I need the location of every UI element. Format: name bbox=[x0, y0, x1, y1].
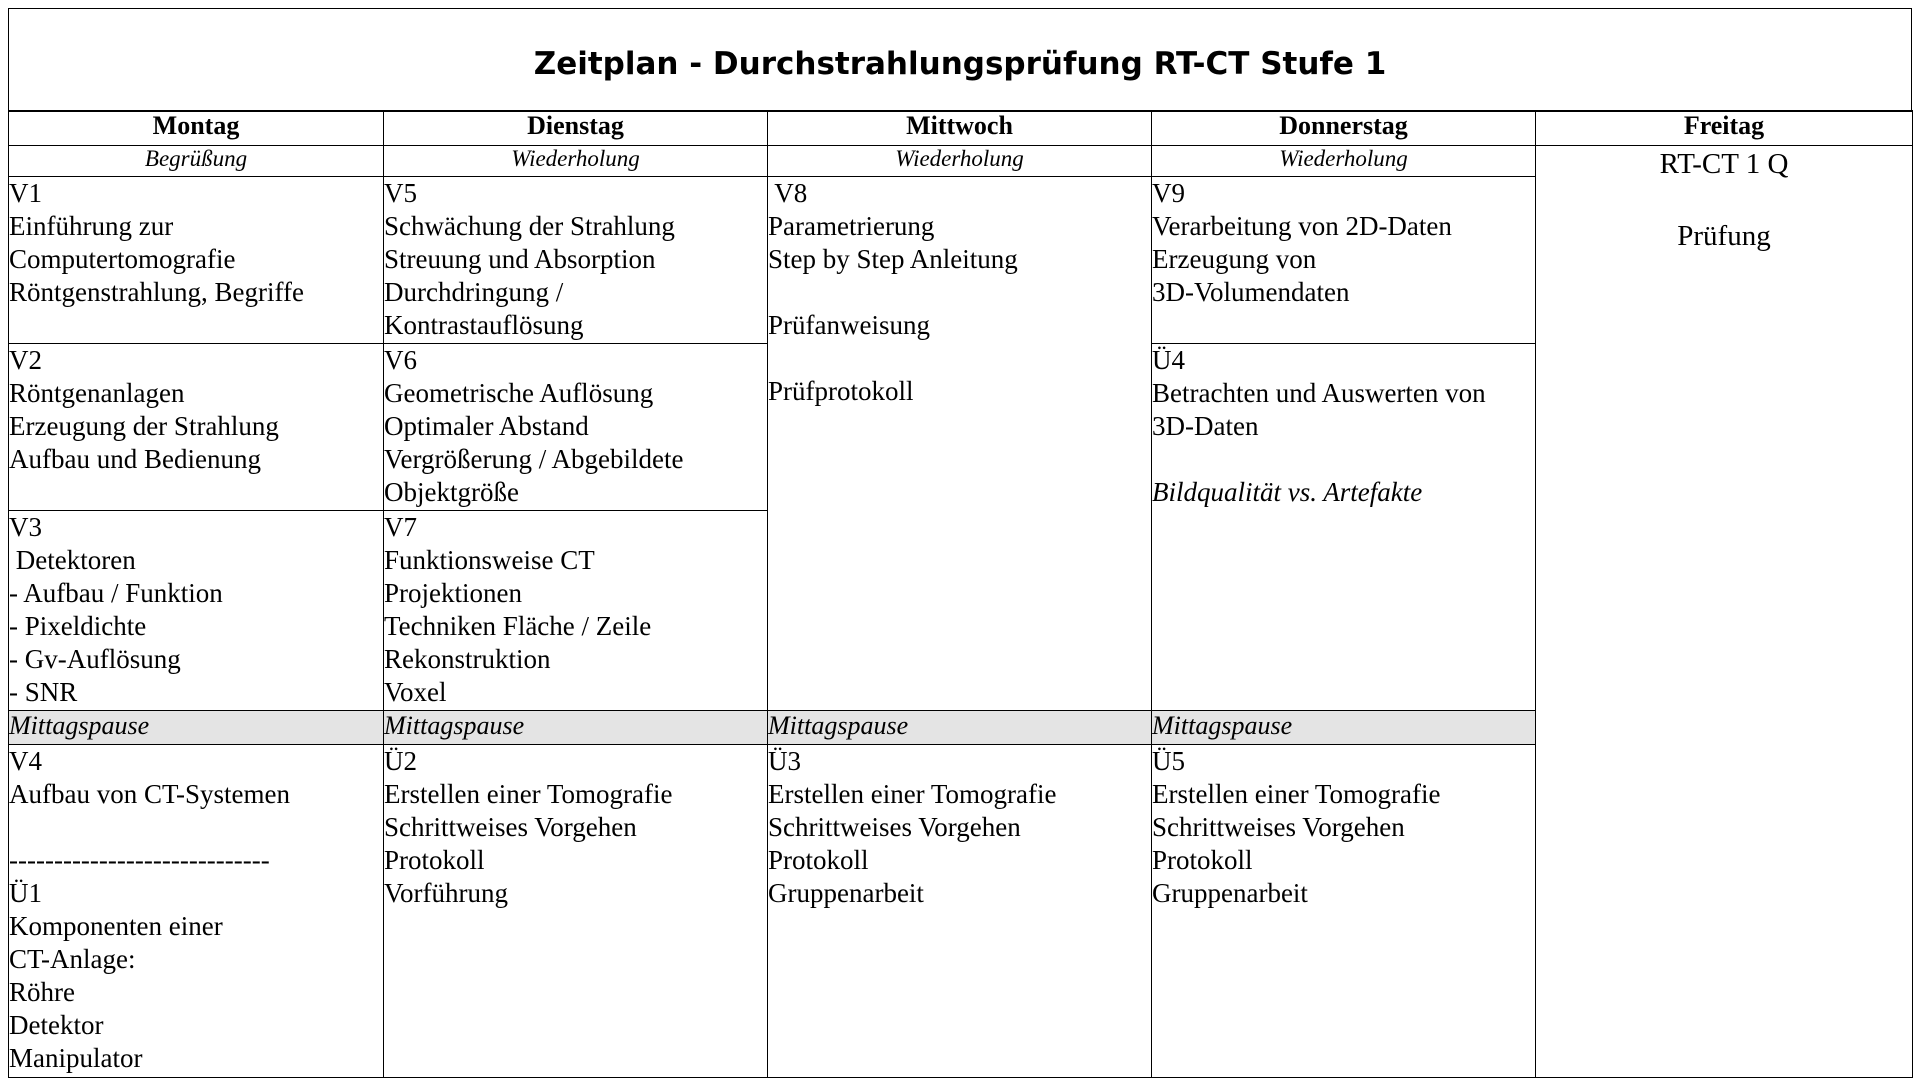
block-u5-line: Erstellen einer Tomografie bbox=[1152, 779, 1441, 809]
block-v8-line: Parametrierung bbox=[768, 211, 935, 241]
block-u4-line: Betrachten und Auswerten von bbox=[1152, 378, 1486, 408]
block-v6-line: Vergrößerung / Abgebildete bbox=[384, 444, 684, 474]
block-v3-line: - Pixeldichte bbox=[9, 611, 147, 641]
block-v8-instruction: Prüfanweisung bbox=[768, 310, 930, 340]
block-v2-line: V2 bbox=[9, 345, 42, 375]
block-v1-line: V1 bbox=[9, 178, 42, 208]
block-v5-line: Streuung und Absorption bbox=[384, 244, 656, 274]
block-u5-line: Ü5 bbox=[1152, 746, 1185, 776]
block-v5-line: Schwächung der Strahlung bbox=[384, 211, 675, 241]
block-u3-line: Schrittweises Vorgehen bbox=[768, 812, 1021, 842]
block-u4 bbox=[1152, 344, 1536, 711]
block-v9-line: 3D-Volumendaten bbox=[1152, 277, 1350, 307]
block-v6 bbox=[384, 344, 768, 511]
day-header-tuesday: Dienstag bbox=[384, 111, 768, 146]
block-v7 bbox=[384, 511, 768, 711]
lunch-tuesday: Mittagspause bbox=[384, 711, 768, 745]
block-u3-line: Ü3 bbox=[768, 746, 801, 776]
schedule-title: Zeitplan - Durchstrahlungsprüfung RT-CT Stufe 1 bbox=[8, 8, 1912, 112]
lunch-wednesday: Mittagspause bbox=[768, 711, 1152, 745]
block-v9-line: Verarbeitung von 2D-Daten bbox=[1152, 211, 1452, 241]
block-v2-line: Erzeugung der Strahlung bbox=[9, 411, 279, 441]
block-v8 bbox=[768, 177, 1152, 711]
day-header-monday: Montag bbox=[9, 111, 384, 146]
block-u1-line: Röhre bbox=[9, 977, 75, 1007]
block-u1-line: Ü1 bbox=[9, 878, 42, 908]
friday-exam-code: RT-CT 1 Q bbox=[1659, 148, 1789, 180]
block-v8-protocol: Prüfprotokoll bbox=[768, 376, 914, 406]
block-u2-line: Schrittweises Vorgehen bbox=[384, 812, 637, 842]
block-u3-line: Erstellen einer Tomografie bbox=[768, 779, 1057, 809]
block-u2-line: Protokoll bbox=[384, 845, 485, 875]
block-v7-line: Voxel bbox=[384, 677, 447, 707]
block-v2-line: Röntgenanlagen bbox=[9, 378, 185, 408]
block-v1-line: Röntgenstrahlung, Begriffe bbox=[9, 277, 304, 307]
schedule-table bbox=[8, 110, 1913, 1078]
block-u3-line: Gruppenarbeit bbox=[768, 878, 924, 908]
block-u4-note: Bildqualität vs. Artefakte bbox=[1152, 477, 1423, 507]
day-header-row bbox=[9, 111, 1913, 146]
friday-exam-cell bbox=[1536, 146, 1913, 1078]
block-v2 bbox=[9, 344, 384, 511]
block-v6-line: Objektgröße bbox=[384, 477, 519, 507]
block-u1-line: Detektor bbox=[9, 1010, 104, 1040]
block-v1 bbox=[9, 177, 384, 344]
block-v6-line: Optimaler Abstand bbox=[384, 411, 589, 441]
block-v5-line: V5 bbox=[384, 178, 417, 208]
block-u2-line: Erstellen einer Tomografie bbox=[384, 779, 673, 809]
block-v6-line: V6 bbox=[384, 345, 417, 375]
block-v8-label: V8 bbox=[768, 178, 808, 208]
block-u2-line: Ü2 bbox=[384, 746, 417, 776]
block-u5-line: Schrittweises Vorgehen bbox=[1152, 812, 1405, 842]
day-header-thursday: Donnerstag bbox=[1152, 111, 1536, 146]
block-u2 bbox=[384, 745, 768, 1078]
block-v1-line: Einführung zur bbox=[9, 211, 174, 241]
block-v3-line: V3 bbox=[9, 512, 42, 542]
block-v3-line: Detektoren bbox=[9, 545, 136, 575]
block-v3 bbox=[9, 511, 384, 711]
block-v5-line: Durchdringung / bbox=[384, 277, 564, 307]
block-u4-line: Ü4 bbox=[1152, 345, 1185, 375]
block-u2-line: Vorführung bbox=[384, 878, 508, 908]
block-u1-line: Manipulator bbox=[9, 1043, 143, 1073]
block-v1-line: Computertomografie bbox=[9, 244, 236, 274]
block-v7-line: Techniken Fläche / Zeile bbox=[384, 611, 652, 641]
block-u3 bbox=[768, 745, 1152, 1078]
block-v3-line: - SNR bbox=[9, 677, 78, 707]
block-u5-line: Protokoll bbox=[1152, 845, 1253, 875]
block-v5-line: Kontrastauflösung bbox=[384, 310, 584, 340]
block-v7-line: V7 bbox=[384, 512, 417, 542]
block-v9-line: Erzeugung von bbox=[1152, 244, 1317, 274]
block-v3-line: - Gv-Auflösung bbox=[9, 644, 181, 674]
block-v7-line: Rekonstruktion bbox=[384, 644, 551, 674]
intro-monday: Begrüßung bbox=[9, 146, 384, 177]
block-v3-line: - Aufbau / Funktion bbox=[9, 578, 223, 608]
block-u4-line: 3D-Daten bbox=[1152, 411, 1259, 441]
block-u1-line: Komponenten einer bbox=[9, 911, 223, 941]
block-v2-line: Aufbau und Bedienung bbox=[9, 444, 261, 474]
block-v6-line: Geometrische Auflösung bbox=[384, 378, 654, 408]
block-v9-line: V9 bbox=[1152, 178, 1185, 208]
block-u3-line: Protokoll bbox=[768, 845, 869, 875]
intro-thursday: Wiederholung bbox=[1152, 146, 1536, 177]
block-u1-line: CT-Anlage: bbox=[9, 944, 136, 974]
block-v7-line: Projektionen bbox=[384, 578, 522, 608]
block-v4-u1 bbox=[9, 745, 384, 1078]
intro-tuesday: Wiederholung bbox=[384, 146, 768, 177]
separator-line: ----------------------------- bbox=[9, 845, 270, 875]
intro-row bbox=[9, 146, 1913, 177]
block-v9 bbox=[1152, 177, 1536, 344]
day-header-wednesday: Mittwoch bbox=[768, 111, 1152, 146]
friday-exam-label: Prüfung bbox=[1677, 220, 1771, 252]
block-v7-line: Funktionsweise CT bbox=[384, 545, 595, 575]
block-v5 bbox=[384, 177, 768, 344]
block-u5 bbox=[1152, 745, 1536, 1078]
block-v8-line: Step by Step Anleitung bbox=[768, 244, 1018, 274]
lunch-thursday: Mittagspause bbox=[1152, 711, 1536, 745]
block-v4-line: V4 bbox=[9, 746, 42, 776]
schedule-sheet bbox=[8, 8, 1912, 1080]
intro-wednesday: Wiederholung bbox=[768, 146, 1152, 177]
day-header-friday: Freitag bbox=[1536, 111, 1913, 146]
block-v4-line: Aufbau von CT-Systemen bbox=[9, 779, 290, 809]
block-u5-line: Gruppenarbeit bbox=[1152, 878, 1308, 908]
lunch-monday: Mittagspause bbox=[9, 711, 384, 745]
